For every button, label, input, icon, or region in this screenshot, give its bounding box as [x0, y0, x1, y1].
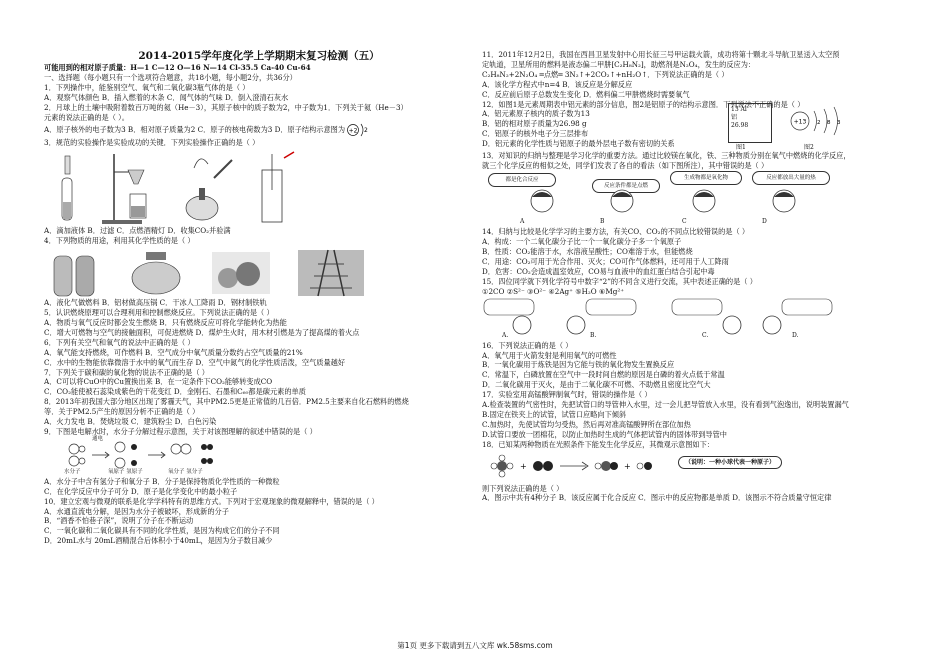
question-12-a: A．铝元素原子核内的质子数为13	[482, 109, 590, 119]
question-2: 2．月球上的土壤中吸附着数百万吨的氦（He－3），其原子核中的质子数为2，中子数为1．下列关于氦（He－3）	[44, 102, 408, 112]
question-12-c: C．铝原子的核外电子分三层排布	[482, 129, 589, 139]
question-16-d: D．二氧化碳用于灭火，是由于二氧化碳不可燃、不助燃且密度比空气大	[482, 380, 711, 390]
railway-track-figure	[296, 248, 366, 298]
question-7-cd: C．CO₂能使被石蕊染成紫色的干花变红 D．金刚石、石墨和C₆₀都是碳元素的单质	[44, 387, 306, 397]
question-16-c: C．常温下，白磷放置在空气中一段时间自燃的原因是白磷的着火点低于常温	[482, 370, 725, 380]
question-7: 7．下列关于碳和碳的氧化物的说法不正确的是（ ）	[44, 367, 209, 377]
atom-label: 氧原子 氢原子	[108, 468, 143, 475]
element-name: 铝	[731, 114, 738, 122]
question-3: 3．规范的实验操作是实验成功的关键．下列实验操作正确的是（ ）	[44, 138, 260, 148]
question-15: 15．四位同学就下列化学符号中数字“2”的不同含义进行交流，其中表述正确的是（ ）	[482, 276, 757, 286]
question-17-b: B.固定在铁夹上的试管，试管口应略向下倾斜	[482, 409, 627, 419]
gas-collection-figure	[246, 150, 306, 226]
question-18: 18．已知某两种物质在光照条件下能发生化学反应，其微观示意图如下：	[482, 439, 714, 449]
question-5: 5．认识燃烧原理可以合理利用和控制燃烧反应。下列说法正确的是（ ）	[44, 308, 274, 318]
material-use-figures	[48, 246, 474, 298]
question-10-a: A．水通直流电分解，是因为水分子被破坏，形成新的分子	[44, 506, 229, 516]
question-2-options: A．原子核外的电子数为3 B．相对原子质量为2 C．原子的核电荷数为3 D．原子结构示意图为	[44, 125, 346, 135]
question-9-cd: C．在化学反应中分子可分 D．原子是化学变化中的最小粒子	[44, 486, 238, 496]
atom-structure-diagram	[345, 122, 373, 138]
gas-cylinders-figure	[48, 248, 104, 298]
question-8-options: A．火力发电 B．焚烧垃圾 C．建筑粉尘 D．白色污染	[44, 417, 217, 427]
question-3-options: A．滴加液体 B．过滤 C．点燃酒精灯 D．收集CO₂并验满	[44, 226, 231, 236]
svg-text:2: 2	[817, 120, 821, 127]
question-11-equation: C₂H₈N₂+2N₂O₄ ═点燃═ 3N₂↑+2CO₂↑+nH₂O↑．下列说法正确的是（ ）	[482, 69, 729, 79]
question-8-cont: 等．关于PM2.5产生的原因分析不正确的是（ ）	[44, 407, 200, 417]
svg-text:+2: +2	[348, 127, 358, 135]
molecule-label: 氧分子 氢分子	[168, 468, 203, 475]
question-8: 8．2013年初我国大部分地区出现了雾霾天气，其中PM2.5更是正常值的几百倍．PM2.5主要来自化石燃料的燃烧	[44, 397, 409, 407]
right-column	[482, 50, 914, 503]
student-label-d: D	[762, 218, 767, 226]
option-label-b: B.	[590, 331, 597, 339]
question-6-cd: C．水中的生物能依靠微溶于水中的氧气而生存 D．空气中氮气的化学性质活泼，空气质量越好	[44, 357, 346, 367]
option-label-a: A.	[502, 331, 509, 339]
svg-text:8: 8	[827, 120, 831, 127]
student-label-b: B	[600, 218, 605, 226]
reaction-note: （说明：一种小球代表一种原子）	[678, 456, 782, 470]
document-title: 2014-2015学年度化学上学期期末复习检测（五）	[138, 50, 380, 62]
question-16-b: B．一氧化碳用于炼铁是因为它能与铁的氧化物发生置换反应	[482, 360, 675, 370]
option-label-d: D.	[792, 331, 799, 339]
question-10-c: C．一氧化碳和二氧化碳具有不同的化学性质，是因为构成它们的分子不同	[44, 526, 280, 536]
speech-bubble-d: 反应都放出大量的热	[752, 171, 830, 185]
question-11: 11．2011年12月2日，我国在西昌卫星发射中心用长征三号甲运载火箭，成功将第十颗北斗导航卫星送入太空预	[482, 50, 840, 59]
electrolysis-diagram	[64, 437, 474, 477]
question-10: 10．建立宏观与微观的联系是化学学科特有的思维方式。下列对于宏观现象的微观解释中，错误的是（ ）	[44, 496, 379, 506]
filter-stand-figure	[94, 150, 164, 226]
question-13-cartoon	[482, 171, 914, 227]
question-5-ab: A．物质与氧气反应时都会发生燃烧 B．只有燃烧反应可将化学能转化为热能	[44, 317, 287, 327]
page-footer: 第1页 更多下载请到五八文库 wk.58sms.com	[397, 641, 553, 650]
question-7-ab: A．C可以将CuO中的Cu置换出来 B．在一定条件下CO₂能够转变成CO	[44, 377, 273, 387]
student-label-c: C	[682, 218, 687, 226]
water-molecule-label: 水分子	[64, 468, 81, 475]
dropper-figure	[48, 150, 88, 226]
question-6-ab: A．氧气能支持燃烧，可作燃料 B．空气成分中氧气质量分数约占空气质量的21%	[44, 347, 303, 357]
question-14-c: C．用途：CO₂可用于光合作用、灭火；CO可作气体燃料，还可用于人工降雨	[482, 256, 729, 266]
question-12-block	[482, 106, 914, 152]
question-9-ab: A．水分子中含有氢分子和氧分子 B．分子是保持物质化学性质的一种微粒	[44, 476, 280, 486]
question-14: 14．归纳与比较是化学学习的主要方法，有关CO、CO₂的不同点比较错误的是（ ）	[482, 227, 750, 237]
question-11-ab: A．该化学方程式中n=4 B．该反应是分解反应	[482, 79, 633, 89]
question-16: 16．下列说法正确的是（ ）	[482, 340, 573, 350]
element-mass: 26.98	[731, 122, 749, 130]
left-column	[44, 0, 474, 546]
dry-ice-figure	[208, 248, 274, 298]
lab-operation-figures	[48, 148, 474, 226]
question-1-options: A．观察气体颜色 B．插入燃着的木条 C．闻气体的气味 D．倒入澄清石灰水	[44, 92, 289, 102]
question-16-a: A．氧气用于火箭发射是利用氧气的可燃性	[482, 350, 617, 360]
element-symbol: 13 Al	[731, 106, 747, 114]
question-10-b: B．“酒香不怕巷子深”，说明了分子在不断运动	[44, 516, 194, 526]
question-17-d: D.试管口要放一团棉花，以防止加热时生成的气体把试管内的固体带到导管中	[482, 429, 727, 439]
svg-text:2: 2	[364, 127, 368, 135]
question-11-cont: 定轨道，卫星所用的燃料是液态偏二甲肼[C₂H₈N₂]，助燃剂是N₂O₄，发生的反应为：	[482, 59, 756, 69]
question-18-options: A．图示中共有4种分子 B．该反应属于化合反应 C．图示中的反应物都是单质 D．该图示不符合质量守恒定律	[482, 493, 832, 503]
question-12-b: B．铝的相对原子质量为26.98 g	[482, 119, 587, 129]
electrolysis-label: 通电	[92, 435, 104, 442]
svg-text:+: +	[624, 461, 631, 471]
speech-bubble-a: 都是化合反应	[488, 173, 556, 187]
students-discussion-figure	[482, 297, 902, 339]
question-1: 1．下列操作中，能鉴别空气、氧气和二氧化碳3瓶气体的是（ ）	[44, 82, 250, 92]
question-5-cd: C．增大可燃物与空气的接触面积，可促进燃烧 D．煤炉生火时，用木材引燃是为了提高煤的着火点	[44, 327, 360, 337]
question-13-cont: 就三个化学反应的相似之处，同学们发表了各自的看法（如下图所注），其中错误的是（ ）	[482, 161, 769, 171]
question-13: 13．对知识的归纳与整理是学习化学的重要方法。通过比较镁在氧化，铁、三种物质分别在氧气中燃烧的化学反应，	[482, 151, 851, 161]
question-10-d: D．20mL水与 20mL酒精混合后体积小于40mL，是因为分子数目减少	[44, 536, 273, 546]
question-2-cont: 元素的说法正确的是（ ）。	[44, 112, 129, 122]
question-11-cd: C．反应前后原子总数发生变化 D．燃料偏二甲肼燃烧时需要氧气	[482, 89, 690, 99]
student-label-a: A	[520, 218, 525, 226]
svg-text:3: 3	[837, 120, 841, 127]
question-12-d: D．铝元素的化学性质与铝原子的最外层电子数有密切的关系	[482, 139, 675, 149]
water-molecule-diagram	[64, 437, 234, 477]
question-17-a: A.检查装置的气密性时，先把试管口的导管伸入水里，过一会儿把导管放入水里，没有看到气泡逸出，说明装置漏气	[482, 400, 849, 410]
question-14-d: D．危害：CO₂会造成温室效应，CO易与血液中的血红蛋白结合引起中毒	[482, 266, 715, 276]
speech-bubble-b: 反应条件都是点燃	[592, 179, 660, 193]
option-label-c: C.	[702, 331, 709, 339]
question-6: 6．下列有关空气和氧气的说法中正确的是（ ）	[44, 337, 195, 347]
section-heading: 一、选择题（每小题只有一个选项符合题意，共18小题，每小题2分，共36分）	[44, 72, 297, 82]
students-figure	[522, 187, 822, 227]
figure-1-caption: 图1	[736, 144, 746, 152]
question-18-prompt: 则下列说法正确的是（ ）	[482, 483, 564, 493]
question-14-a: A．构成：一个二氧化碳分子比一个一氧化碳分子多一个氧原子	[482, 237, 682, 247]
question-12: 12．如图1是元素周期表中铝元素的部分信息，图2是铝原子的结构示意图．下列说法不正确的是（ ）	[482, 99, 805, 109]
question-18-diagram	[482, 450, 914, 484]
question-9: 9．下图是电解水时，水分子分解过程示意图，关于对该图理解的叙述中错误的是（ ）	[44, 426, 317, 436]
atomic-masses: 可能用到的相对原子质量：H—1 C—12 O—16 N—14 Cl-35.5 Ca-40 Cu-64	[44, 63, 311, 72]
speech-bubble-c: 生成物都是氧化物	[670, 171, 742, 185]
alcohol-lamp-figure	[170, 150, 240, 226]
nucleus-charge: +13	[793, 118, 807, 126]
aluminum-atom-diagram	[790, 105, 850, 141]
question-4-options: A．液化气做燃料 B．铝材做高压锅 C．干冰人工降雨 D．钢材制铁轨	[44, 298, 267, 308]
figure-2-caption: 图2	[804, 144, 814, 152]
svg-text:+: +	[520, 461, 527, 471]
question-4: 4．下列物质的用途，利用其化学性质的是（ ）	[44, 236, 195, 246]
pressure-cooker-figure	[126, 248, 186, 298]
periodic-table-cell	[728, 103, 772, 143]
question-15-cartoon	[482, 297, 914, 341]
question-14-b: B．性质：CO₂能溶于水，水溶液呈酸性；CO难溶于水，但能燃烧	[482, 247, 693, 257]
question-15-symbols: ①2CO ②S²⁻ ③O²⁻ ④2Ag⁺ ⑤H₂O ⑥Mg²⁺	[482, 286, 625, 296]
question-17-c: C.加热时，先使试管均匀受热，然后再对准高锰酸钾所在部位加热	[482, 419, 691, 429]
question-17: 17．实验室用高锰酸钾制氧气时，错误的操作是（ ）	[482, 390, 652, 400]
